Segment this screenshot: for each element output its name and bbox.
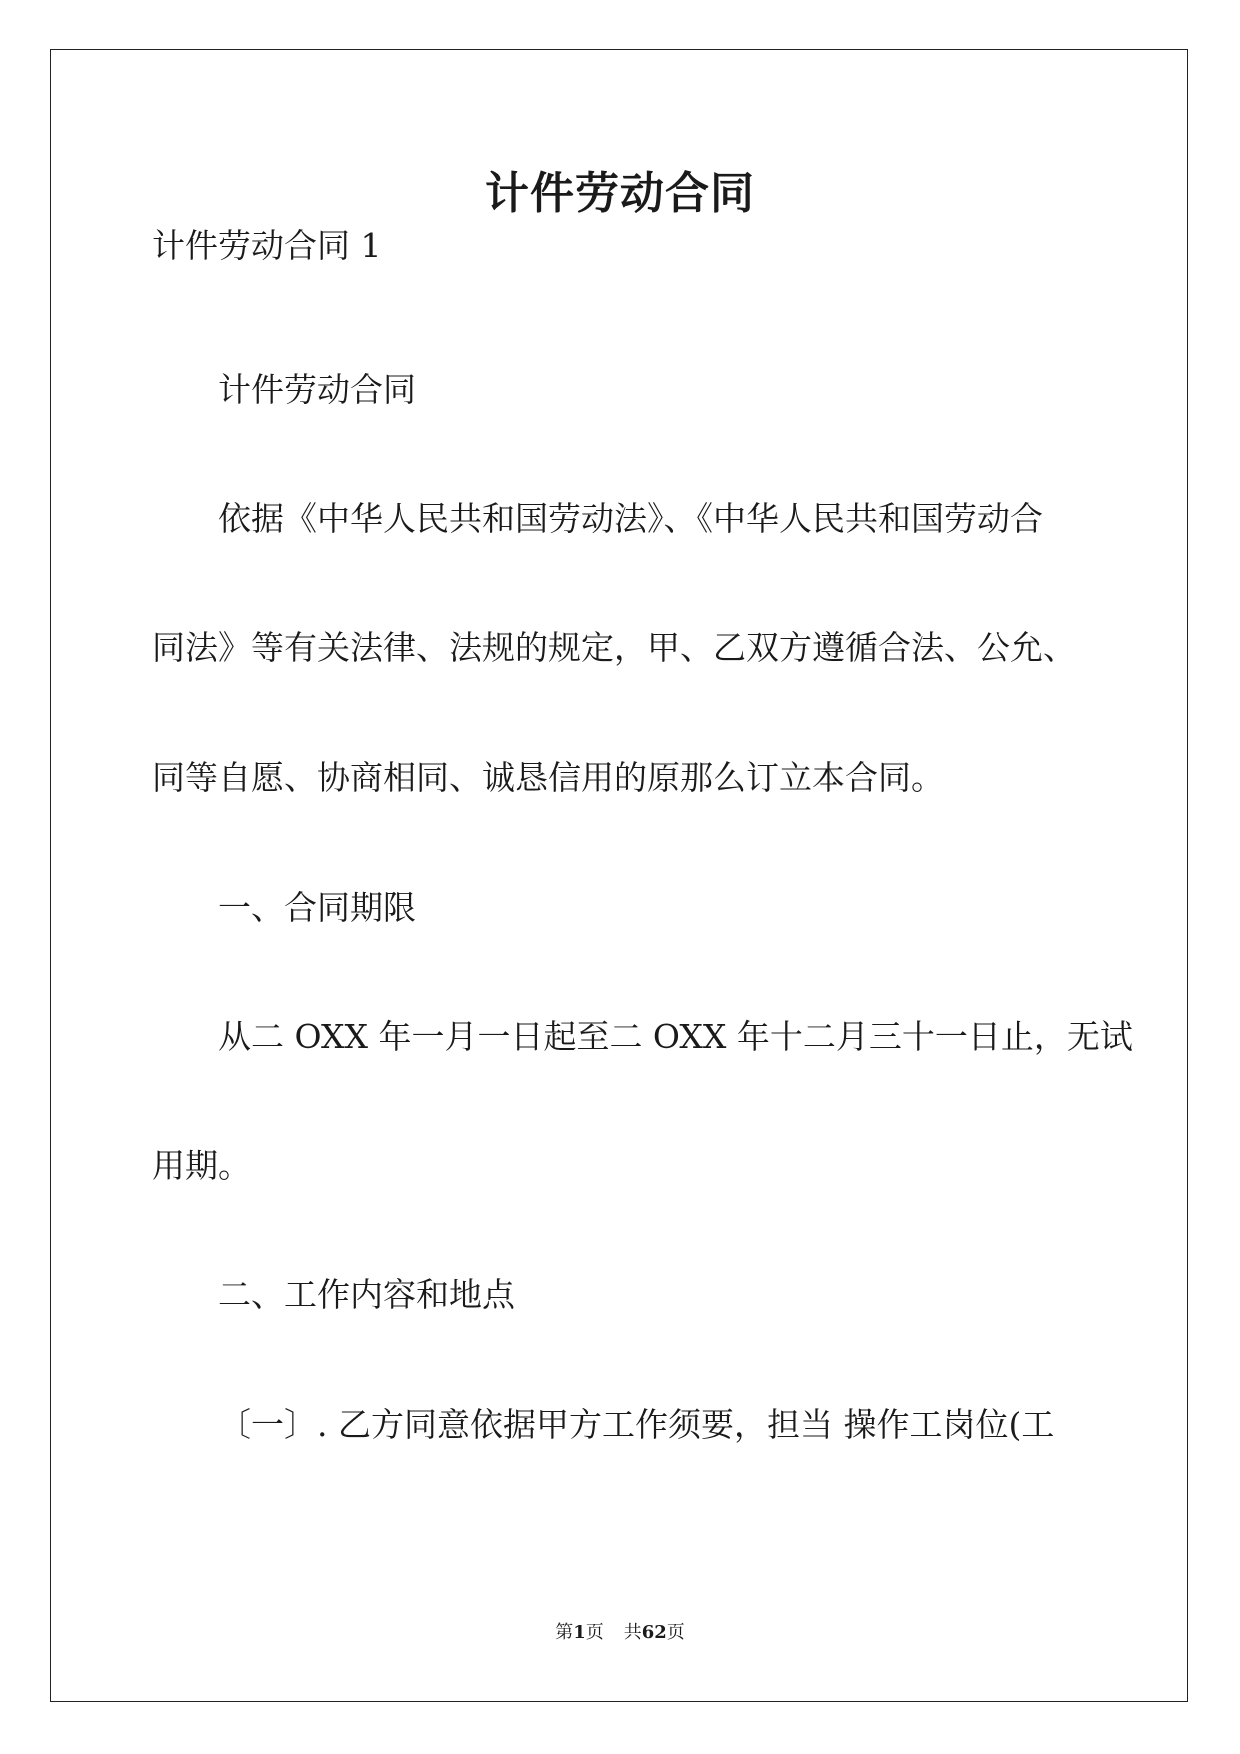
page-footer [0,1621,1240,1645]
paragraph-line: 用期。 [152,1146,251,1185]
footer-total-suffix: 页 [666,1622,685,1643]
paragraph-line: 依据《中华人民共和国劳动法》、《中华人民共和国劳动合 [218,499,1043,538]
document-title: 计件劳动合同 [485,168,755,219]
footer-page-suffix: 页 [585,1622,604,1643]
contract-heading: 计件劳动合同 1 [152,226,382,265]
section-heading: 一、合同期限 [218,888,416,927]
contract-subtitle: 计件劳动合同 [218,370,416,409]
paragraph-line: 从二 OXX 年一月一日起至二 OXX 年十二月三十一日止，无试 [218,1017,1133,1056]
total-pages-number: 62 [641,1622,667,1643]
current-page-number: 1 [573,1622,586,1643]
section-heading: 二、工作内容和地点 [218,1275,515,1314]
paragraph-line: 〔一〕. 乙方同意依据甲方工作须要，担当 操作工岗位(工 [218,1405,1055,1444]
footer-prefix: 第 [555,1622,574,1643]
page-border [50,49,1188,1702]
footer-total-prefix: 共 [623,1622,642,1643]
paragraph-line: 同等自愿、协商相同、诚恳信用的原那么订立本合同。 [152,758,944,797]
paragraph-line: 同法》等有关法律、法规的规定，甲、乙双方遵循合法、公允、 [152,628,1076,667]
